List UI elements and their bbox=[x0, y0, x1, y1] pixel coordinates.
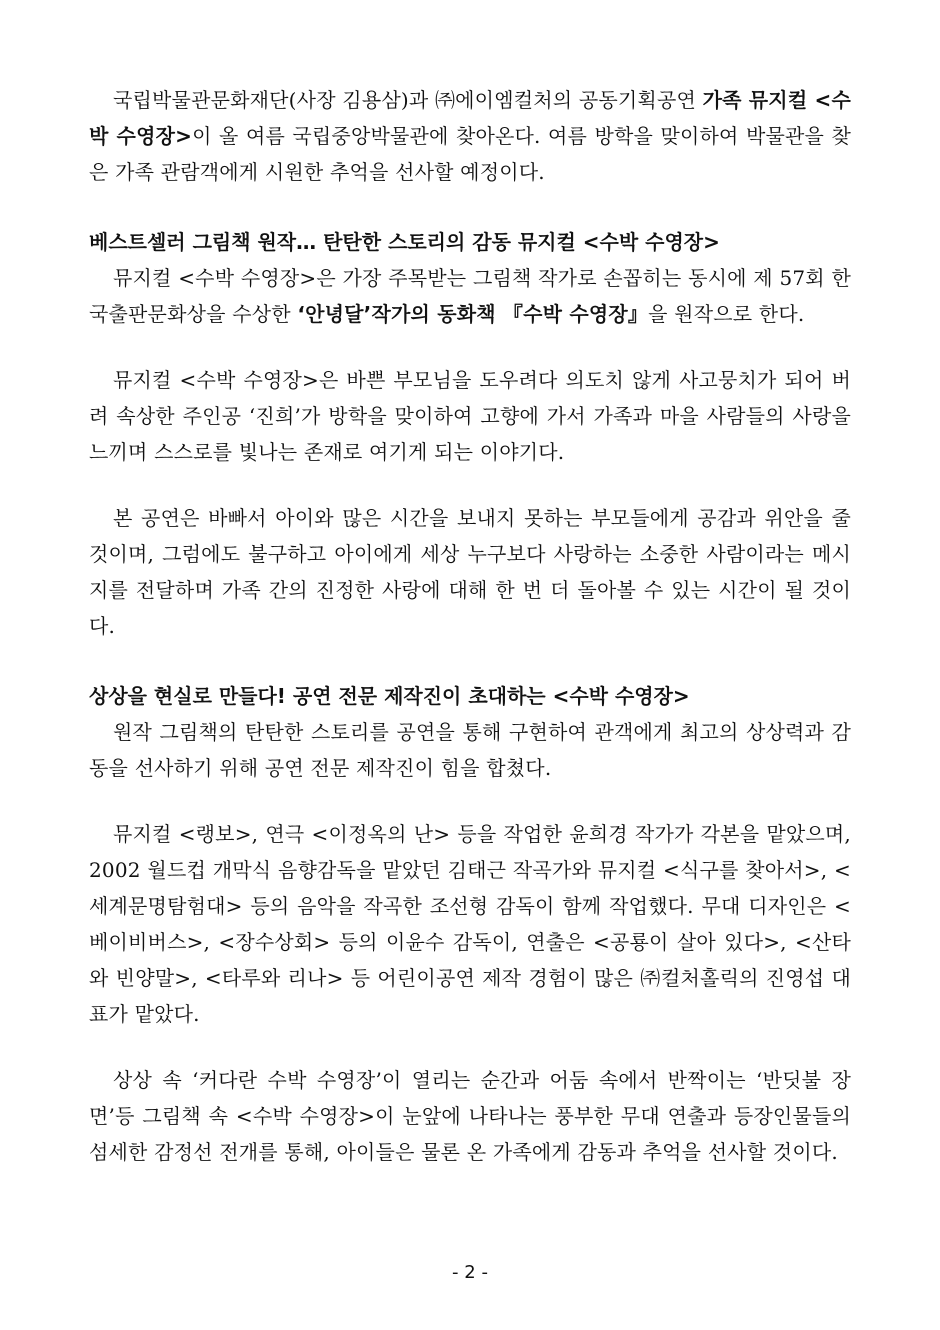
section1-bold-book: ‘안녕달’작가의 동화책 『수박 수영장』 bbox=[297, 302, 649, 326]
intro-text: 국립박물관문화재단(사장 김용삼)과 ㈜에이엠컬처의 공동기획공연 bbox=[113, 88, 703, 112]
section2-paragraph-1: 원작 그림책의 탄탄한 스토리를 공연을 통해 구현하여 관객에게 최고의 상상력과 감동을 선사하기 위해 공연 전문 제작진이 힘을 합쳤다. bbox=[89, 720, 851, 780]
section-heading-2: 상상을 현실로 만들다! 공연 전문 제작진이 초대하는 <수박 수영장> bbox=[89, 684, 690, 708]
document-body bbox=[89, 82, 851, 1170]
section-heading-1: 베스트셀러 그림책 원작… 탄탄한 스토리의 감동 뮤지컬 <수박 수영장> bbox=[89, 230, 720, 254]
intro-text-end: 이 올 여름 국립중앙박물관에 찾아온다. 여름 방학을 맞이하여 박물관을 찾은 가족 관람객에게 시원한 추억을 선사할 예정이다. bbox=[89, 124, 851, 184]
section1-paragraph-2: 뮤지컬 <수박 수영장>은 바쁜 부모님을 도우려다 의도치 않게 사고뭉치가 되어 버려 속상한 주인공 ‘진희’가 방학을 맞이하여 고향에 가서 가족과 마을 사람들의 사랑을 느끼며 스스로를 빛나는 존재로 여기게 되는 이야기다. bbox=[89, 368, 851, 464]
section2-paragraph-3: 상상 속 ‘커다란 수박 수영장’이 열리는 순간과 어둠 속에서 반짝이는 ‘반딧불 장면’등 그림책 속 <수박 수영장>이 눈앞에 나타나는 풍부한 무대 연출과 등장인물들의 섬세한 감정선 전개를 통해, 아이들은 물론 온 가족에게 감동과 추억을 선사할 것이다. bbox=[89, 1068, 851, 1164]
section2-paragraph-2: 뮤지컬 <랭보>, 연극 <이정옥의 난> 등을 작업한 윤희경 작가가 각본을 맡았으며, 2002 월드컵 개막식 음향감독을 맡았던 김태근 작곡가와 뮤지컬 <식구를 찾아서>, <세계문명탐험대> 등의 음악을 작곡한 조선형 감독이 함께 작업했다. 무대 디자인은 <베이비버스>, <장수상회> 등의 이윤수 감독이, 연출은 <공룡이 살아 있다>, <산타와 빈양말>, <타루와 리나> 등 어린이공연 제작 경험이 많은 ㈜컬처홀릭의 진영섭 대표가 맡았다. bbox=[89, 822, 851, 1026]
section1-text: 뮤지컬 <수박 수영장>은 가장 주목받는 그림책 작가로 손꼽히는 동시에 제 57회 한국출판문화상을 수상한 bbox=[89, 266, 851, 326]
intro-bold-title: 가족 뮤지컬 <수박 수영장> bbox=[89, 88, 851, 148]
section1-paragraph-1 bbox=[89, 260, 851, 332]
intro-paragraph bbox=[89, 82, 851, 190]
section1-text-end: 을 원작으로 한다. bbox=[648, 302, 805, 326]
page-number: - 2 - bbox=[452, 1262, 488, 1283]
section1-paragraph-3: 본 공연은 바빠서 아이와 많은 시간을 보내지 못하는 부모들에게 공감과 위안을 줄 것이며, 그럼에도 불구하고 아이에게 세상 누구보다 사랑하는 소중한 사람이라는 메시지를 전달하며 가족 간의 진정한 사랑에 대해 한 번 더 돌아볼 수 있는 시간이 될 것이다. bbox=[89, 506, 851, 638]
